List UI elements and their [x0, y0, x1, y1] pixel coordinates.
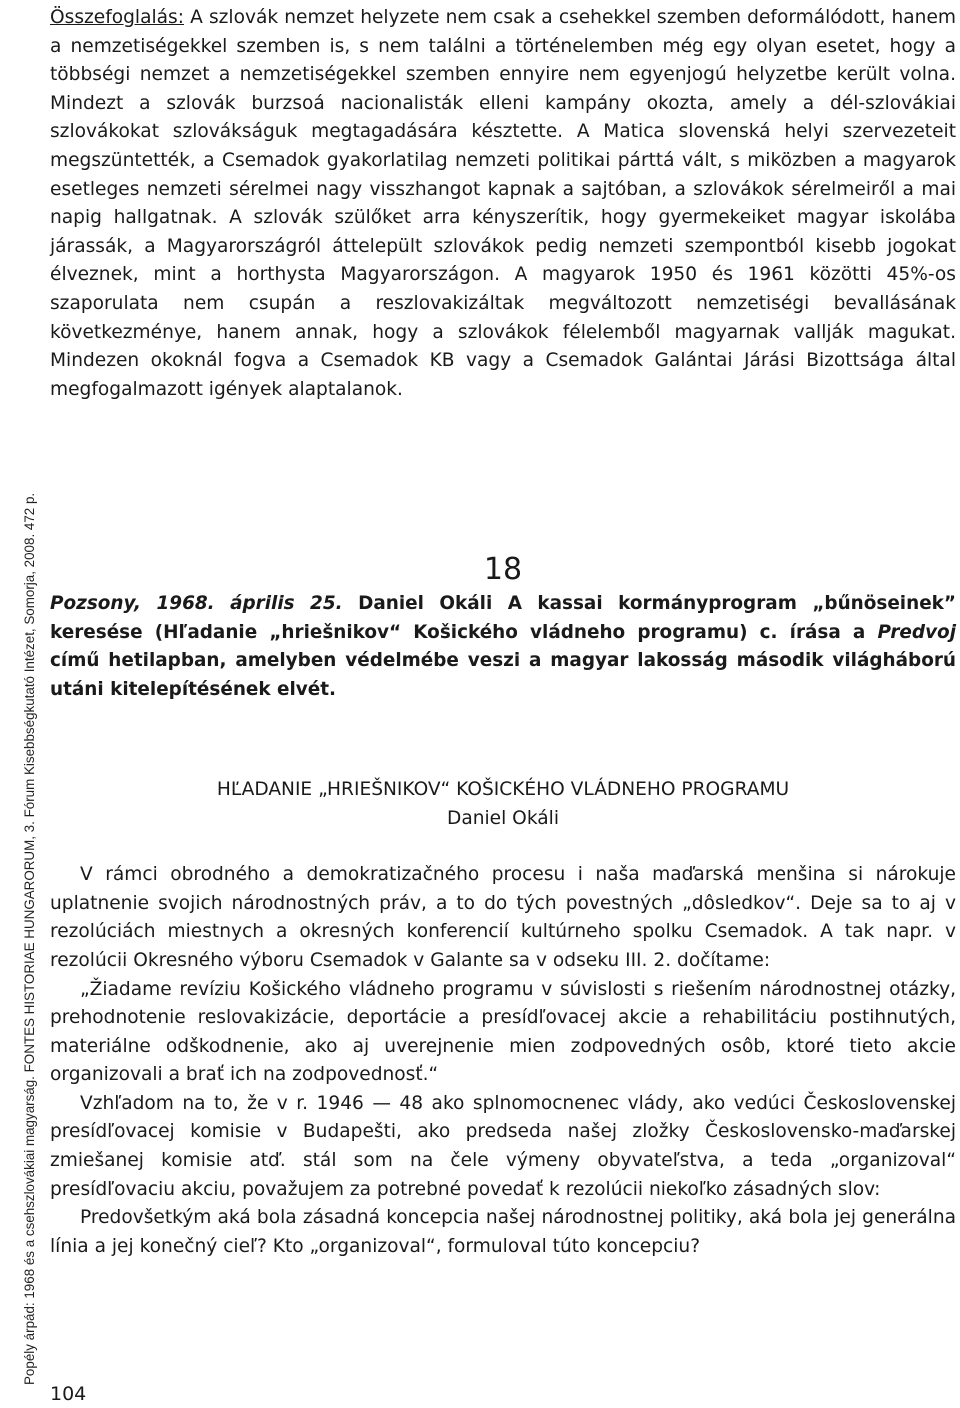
side-citation: [0, 0, 37, 1408]
article-paragraph: V rámci obrodného a demokratizačného procesu i naša maďarská menšina si nárokuje uplatnenie svojich národnostných práv, a to do tých povestných „dôsledkov“. Deje sa to aj v rezolúciách miestnych a okresných konferencií kultúrneho spolku Csemadok. A tak napr. v rezolúcii Okresného výboru Csemadok v Galante sa v odseku III. 2. dočítame:: [50, 864, 956, 971]
article-author: Daniel Okáli: [447, 807, 559, 829]
page-content: [50, 4, 956, 1261]
summary-text: A szlovák nemzet helyzete nem csak a csehekkel szemben deformálódott, hanem a nemzetiségekkel szemben is, s nem találni a történelemben még egy olyan esetet, hogy a többségi nemzet a nemzetiségekkel szemben ennyire nem egyenjogú helyzetbe került volna. Mindezt a szlovák burzsoá nacionalisták elleni kampány okozta, amely a dél-szlovákiai szlovákokat szlovákságuk megtagadására késztette. A Matica slovenská helyi szervezeteit megszüntették, a Csemadok gyakorlatilag nemzeti politikai párttá vált, s miközben a magyarok esetleges nemzeti sérelmei nagy visszhangot kapnak a sajtóban, a szlovákok sérelmeiről a mai napig hallgatnak. A szlovák szülőket arra kényszerítik, hogy gyermekeiket magyar iskolába járassák, a Magyarországról áttelepült szlovákok pedig nemzeti szempontból kisebb jogokat élveznek, mint a horthysta Magyarországon. A magyarok 1950 és 1961 közötti 45%-os szaporulata nem csupán a reszlovakizáltak megváltozott nemzetiségi bevallásának következménye, hanem annak, hogy a szlovákok félelemből magyarnak vallják magukat. Mindezen okoknál fogva a Csemadok KB vagy a Csemadok Galántai Járási Bizottsága által megfogalmazott igények alaptalanok.: [50, 7, 956, 400]
document-header: [50, 590, 956, 704]
page-number: 104: [50, 1383, 87, 1405]
document-number: 18: [483, 552, 523, 588]
document-header-text-2: című hetilapban, amelyben védelmébe veszi a magyar lakosság második világháború utáni kitelepítésének elvét.: [50, 650, 956, 700]
summary-label: Összefoglalás:: [50, 7, 185, 28]
periodical-name: Predvoj: [877, 621, 956, 643]
article-paragraph: Predovšetkým aká bola zásadná koncepcia našej národnostnej politiky, aká bola jej generálna línia a jej konečný cieľ? Kto „organizoval“, formuloval túto koncepciu?: [50, 1207, 956, 1257]
article-paragraph: Vzhľadom na to, že v r. 1946 — 48 ako splnomocnenec vlády, ako vedúci Československej presídľovacej komisie v Budapešti, ako predseda našej zložky Československo-maďarskej zmiešanej komisie atď. stál som na čele výmeny obyvateľstva, a teda „organizoval“ presídľovaciu akciu, považujem za potrebné povedať k rezolúcii niekoľko zásadných slov:: [50, 1092, 956, 1200]
article-body: [50, 861, 956, 1261]
document-header-text-1: Daniel Okáli A kassai kormányprogram „bűnöseinek” keresése (Hľadanie „hriešnikov“ Košického vládneho programu) c. írása a: [50, 593, 956, 643]
document-place-date: Pozsony, 1968. április 25.: [50, 593, 343, 615]
article-heading: [50, 776, 956, 833]
article-title: HĽADANIE „HRIEŠNIKOV“ KOŠICKÉHO VLÁDNEHO PROGRAMU: [216, 778, 790, 800]
side-citation-text: Popély árpád: 1968 és a csehszlovákiai magyarság. FONTES HISTORIAE HUNGARORUM, 3. Fórum Kisebbségkutató Intézet, Somorja, 2008. 472 p.: [22, 492, 37, 1385]
summary-paragraph: [50, 4, 956, 404]
article-quote: „Žiadame revíziu Košického vládneho programu v súvislosti s riešením národnostnej otázky, prehodnotenie reslovakizácie, deportácie a presídľovacej akcie a rehabilitáciu postihnutých, materiálne odškodnenie, ako aj uverejnenie mien zodpovedných osôb, ktoré tieto akcie organizovali a brať ich na zodpovednosť.“: [50, 978, 956, 1086]
